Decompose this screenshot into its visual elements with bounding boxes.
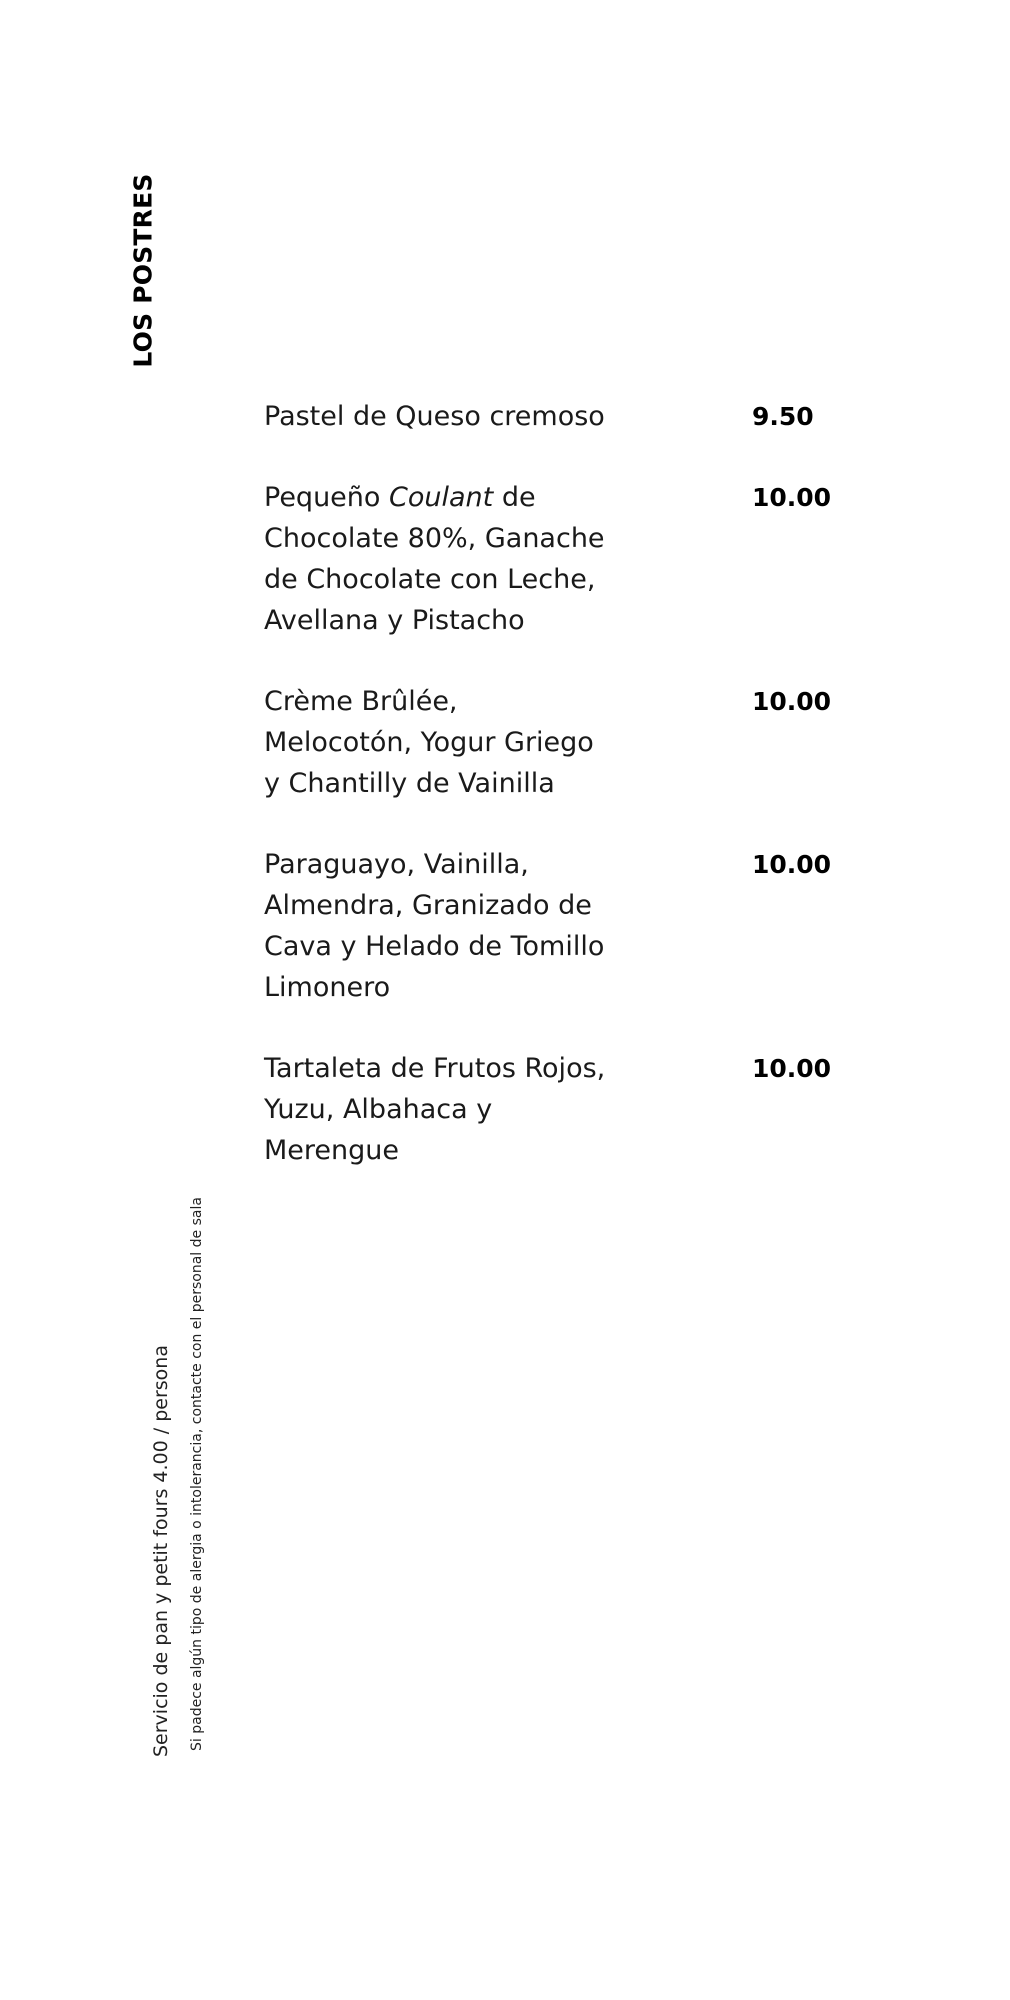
menu-item-price: 9.50	[752, 402, 814, 431]
dessert-menu-list	[264, 396, 854, 1211]
menu-item-name-suffix: de Chocolate 80%, Ganache de Chocolate con Leche, Avellana y Pistacho	[264, 482, 605, 636]
menu-item-price: 10.00	[752, 1054, 832, 1083]
footer-notes	[150, 1130, 210, 1757]
menu-item-name: Pastel de Queso cremoso	[264, 401, 605, 432]
bread-service-note: Servicio de pan y petit fours 4.00 / persona	[150, 1345, 172, 1757]
menu-item-name: Paraguayo, Vainilla, Almendra, Granizado de Cava y Helado de Tomillo Limonero	[264, 849, 605, 1003]
menu-item-name: Crème Brûlée, Melocotón, Yogur Griego y Chantilly de Vainilla	[264, 686, 594, 799]
menu-item	[264, 477, 854, 641]
allergy-note: Si padece algún tipo de alergia o intolerancia, contacte con el personal de sala	[189, 1197, 205, 1751]
menu-item	[264, 396, 854, 437]
menu-item	[264, 844, 854, 1008]
menu-item	[264, 681, 854, 804]
menu-item-price: 10.00	[752, 850, 832, 879]
section-title	[128, 172, 158, 368]
menu-item-name-prefix: Pequeño	[264, 482, 390, 513]
menu-item-name	[264, 477, 609, 641]
menu-item-name: Tartaleta de Frutos Rojos, Yuzu, Albahaca y Merengue	[264, 1053, 606, 1166]
menu-item-price: 10.00	[752, 687, 832, 716]
section-title-text: LOS POSTRES	[128, 172, 158, 368]
menu-item	[264, 1048, 854, 1171]
menu-item-price: 10.00	[752, 483, 832, 512]
menu-item-name-italic: Coulant	[389, 482, 494, 513]
